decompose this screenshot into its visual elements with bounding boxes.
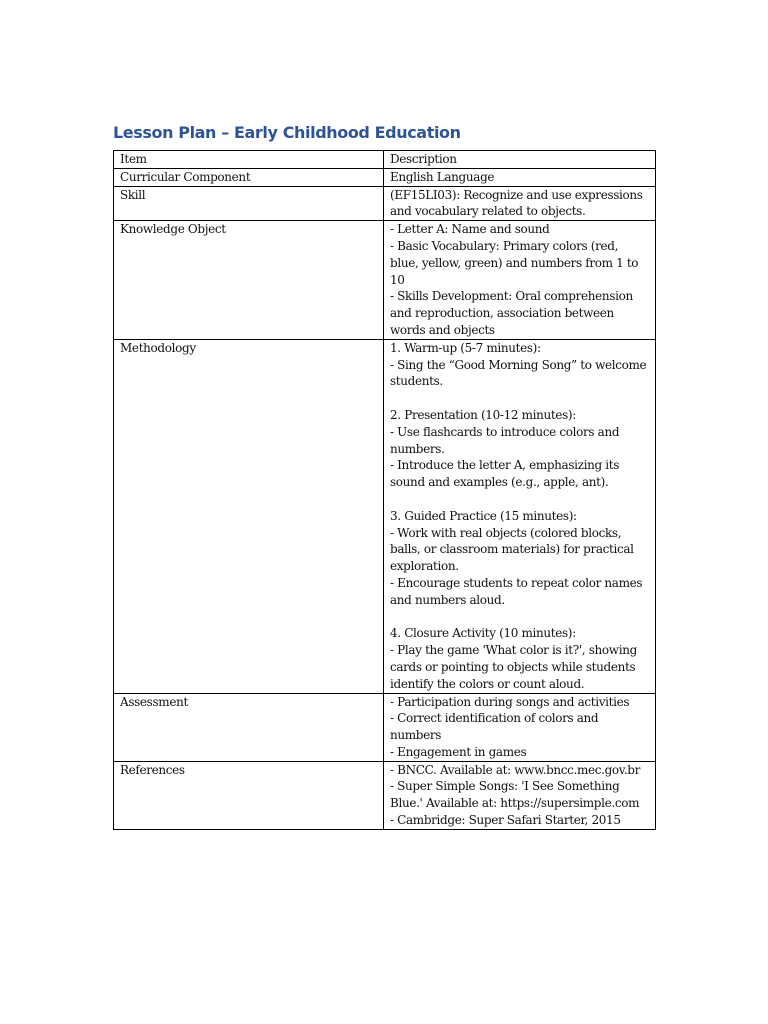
table-row-curricular-component xyxy=(114,168,656,186)
column-header-description: Description xyxy=(384,151,656,169)
cell-description: - Participation during songs and activities - Correct identification of colors and numbers - Engagement in games xyxy=(384,693,656,761)
column-header-item: Item xyxy=(114,151,384,169)
table-row-references xyxy=(114,761,656,829)
cell-description: - BNCC. Available at: www.bncc.mec.gov.br - Super Simple Songs: 'I See Something Blue.' Available at: https://supersimple.com - Cambridge: Super Safari Starter, 2015 xyxy=(384,761,656,829)
cell-description: - Letter A: Name and sound - Basic Vocabulary: Primary colors (red, blue, yellow, green) and numbers from 1 to 10 - Skills Development: Oral comprehension and reproduction, association between words and objects xyxy=(384,221,656,340)
cell-item: Assessment xyxy=(114,693,384,761)
cell-item: Skill xyxy=(114,186,384,221)
cell-item: Methodology xyxy=(114,339,384,693)
table-row-assessment xyxy=(114,693,656,761)
cell-item: Curricular Component xyxy=(114,168,384,186)
cell-item: References xyxy=(114,761,384,829)
cell-description: English Language xyxy=(384,168,656,186)
table-row-skill xyxy=(114,186,656,221)
table-row-methodology xyxy=(114,339,656,693)
cell-description: (EF15LI03): Recognize and use expressions and vocabulary related to objects. xyxy=(384,186,656,221)
page-title: Lesson Plan – Early Childhood Education xyxy=(113,123,461,142)
table-row-knowledge-object xyxy=(114,221,656,340)
lesson-plan-table xyxy=(113,150,656,830)
cell-description: 1. Warm-up (5-7 minutes): - Sing the “Good Morning Song” to welcome students. 2. Presentation (10-12 minutes): - Use flashcards to introduce colors and numbers. - Introduce the letter A, emphasizing its sound and examples (e.g., apple, ant). 3. Guided Practice (15 minutes): - Work with real objects (colored blocks, balls, or classroom materials) for practical exploration. - Encourage students to repeat color names and numbers aloud. 4. Closure Activity (10 minutes): - Play the game 'What color is it?', showing cards or pointing to objects while students identify the colors or count aloud. xyxy=(384,339,656,693)
table-header-row xyxy=(114,151,656,169)
cell-item: Knowledge Object xyxy=(114,221,384,340)
